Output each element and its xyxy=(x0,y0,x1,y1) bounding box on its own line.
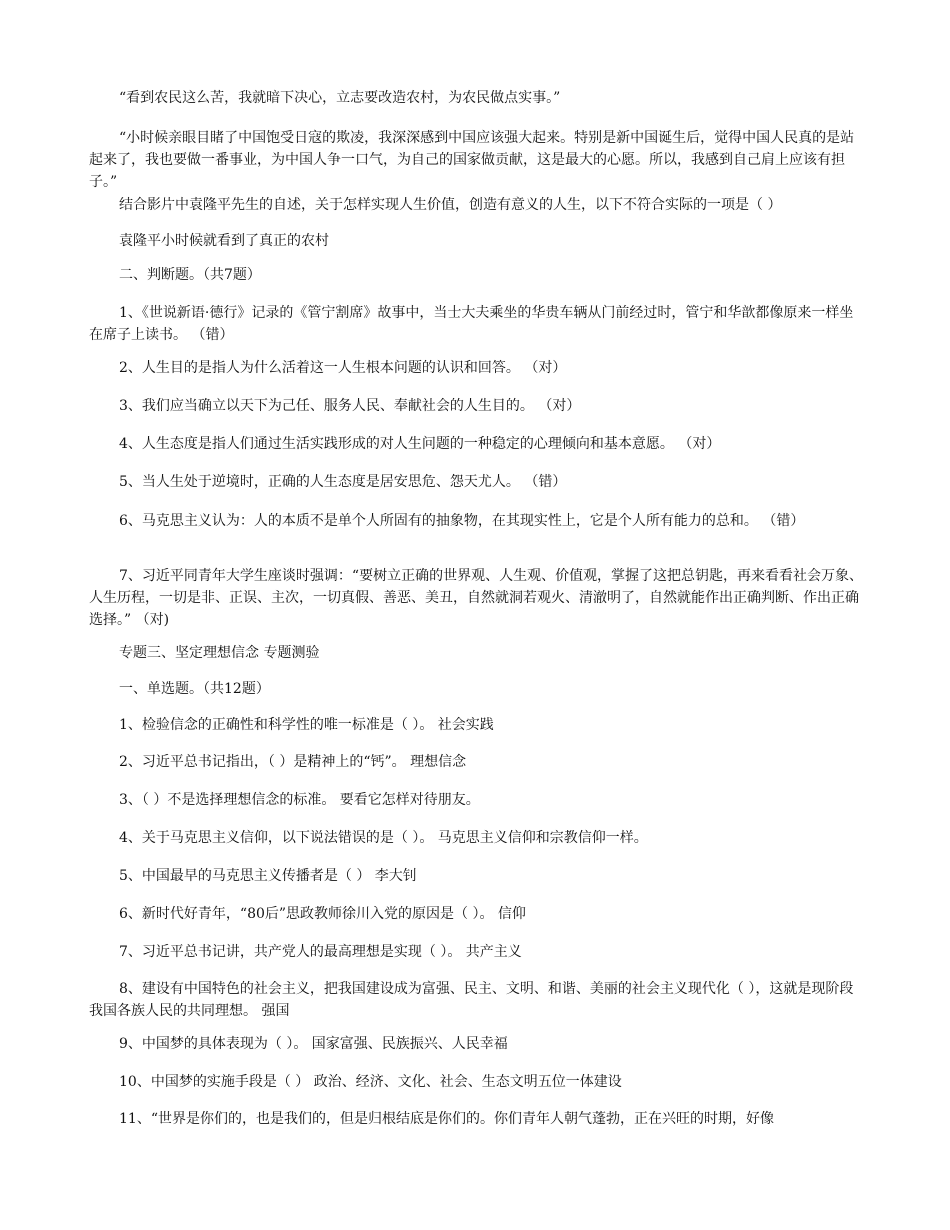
judgement-item-2: 2、人生目的是指人为什么活着这一人生根本问题的认识和回答。 （对） xyxy=(119,360,567,376)
choice-item-6: 6、新时代好青年，“80后”思政教师徐川入党的原因是（ ）。 信仰 xyxy=(119,906,526,922)
choice-item-5: 5、中国最早的马克思主义传播者是（ ） 李大钊 xyxy=(119,868,417,884)
judgement-item-5: 5、当人生处于逆境时，正确的人生态度是居安思危、怨天尤人。 （错） xyxy=(119,474,567,490)
question-stem: 结合影片中袁隆平先生的自述，关于怎样实现人生价值，创造有意义的人生，以下不符合实际的一项是（ ） xyxy=(119,197,782,213)
choice-item-10: 10、中国梦的实施手段是（ ） 政治、经济、文化、社会、生态文明五位一体建设 xyxy=(119,1074,622,1090)
section-heading-single-choice: 一、单选题。（共12题） xyxy=(119,681,270,697)
choice-item-3: 3、（ ）不是选择理想信念的标准。 要看它怎样对待朋友。 xyxy=(119,792,480,808)
choice-item-4: 4、关于马克思主义信仰，以下说法错误的是（ ）。 马克思主义信仰和宗教信仰一样。 xyxy=(119,830,648,846)
judgement-item-7: 7、习近平同青年大学生座谈时强调：“要树立正确的世界观、人生观、价值观，掌握了这把总钥匙，再来看看社会万象、人生历程，一切是非、正误、主次，一切真假、善恶、美丑，自然就洞若观火、清澈明了，自然就能作出正确判断、作出正确选择。” （对) xyxy=(89,568,864,628)
judgement-item-4: 4、人生态度是指人们通过生活实践形成的对人生问题的一种稳定的心理倾向和基本意愿。 （对） xyxy=(119,436,721,452)
choice-item-11: 11、“世界是你们的，也是我们的，但是归根结底是你们的。你们青年人朝气蓬勃，正在兴旺的时期，好像 xyxy=(119,1111,774,1127)
quote-paragraph-2: “小时候亲眼目睹了中国饱受日寇的欺凌，我深深感到中国应该强大起来。特别是新中国诞生后，觉得中国人民真的是站起来了，我也要做一番事业，为中国人争一口气，为自己的国家做贡献，这是最大的心愿。所以，我感到自己肩上应该有担子。” xyxy=(89,130,855,190)
quote-paragraph-1: “看到农民这么苦，我就暗下决心，立志要改造农村，为农民做点实事。” xyxy=(119,90,561,106)
choice-item-7: 7、习近平总书记讲，共产党人的最高理想是实现（ ）。 共产主义 xyxy=(119,944,522,960)
choice-item-1: 1、检验信念的正确性和科学性的唯一标准是（ ）。 社会实践 xyxy=(119,717,494,733)
answer-text: 袁隆平小时候就看到了真正的农村 xyxy=(119,233,329,249)
choice-item-9: 9、中国梦的具体表现为（ ）。 国家富强、民族振兴、人民幸福 xyxy=(119,1036,508,1052)
choice-item-8: 8、建设有中国特色的社会主义，把我国建设成为富强、民主、文明、和谐、美丽的社会主义现代化（ ），这就是现阶段我国各族人民的共同理想。 强国 xyxy=(89,981,854,1019)
choice-item-2: 2、习近平总书记指出，（ ）是精神上的“钙”。 理想信念 xyxy=(119,754,467,770)
topic-heading: 专题三、坚定理想信念 专题测验 xyxy=(119,645,320,661)
section-heading-judgement: 二、判断题。（共7题） xyxy=(119,267,261,283)
judgement-item-1: 1、《世说新语·德行》记录的《管宁割席》故事中，当士大夫乘坐的华贵车辆从门前经过时，管宁和华歆都像原来一样坐在席子上读书。 （错） xyxy=(89,305,854,343)
judgement-item-3: 3、我们应当确立以天下为己任、服务人民、奉献社会的人生目的。 （对） xyxy=(119,398,581,414)
judgement-item-6: 6、马克思主义认为：人的本质不是单个人所固有的抽象物，在其现实性上，它是个人所有能力的总和。 （错） xyxy=(119,513,805,529)
